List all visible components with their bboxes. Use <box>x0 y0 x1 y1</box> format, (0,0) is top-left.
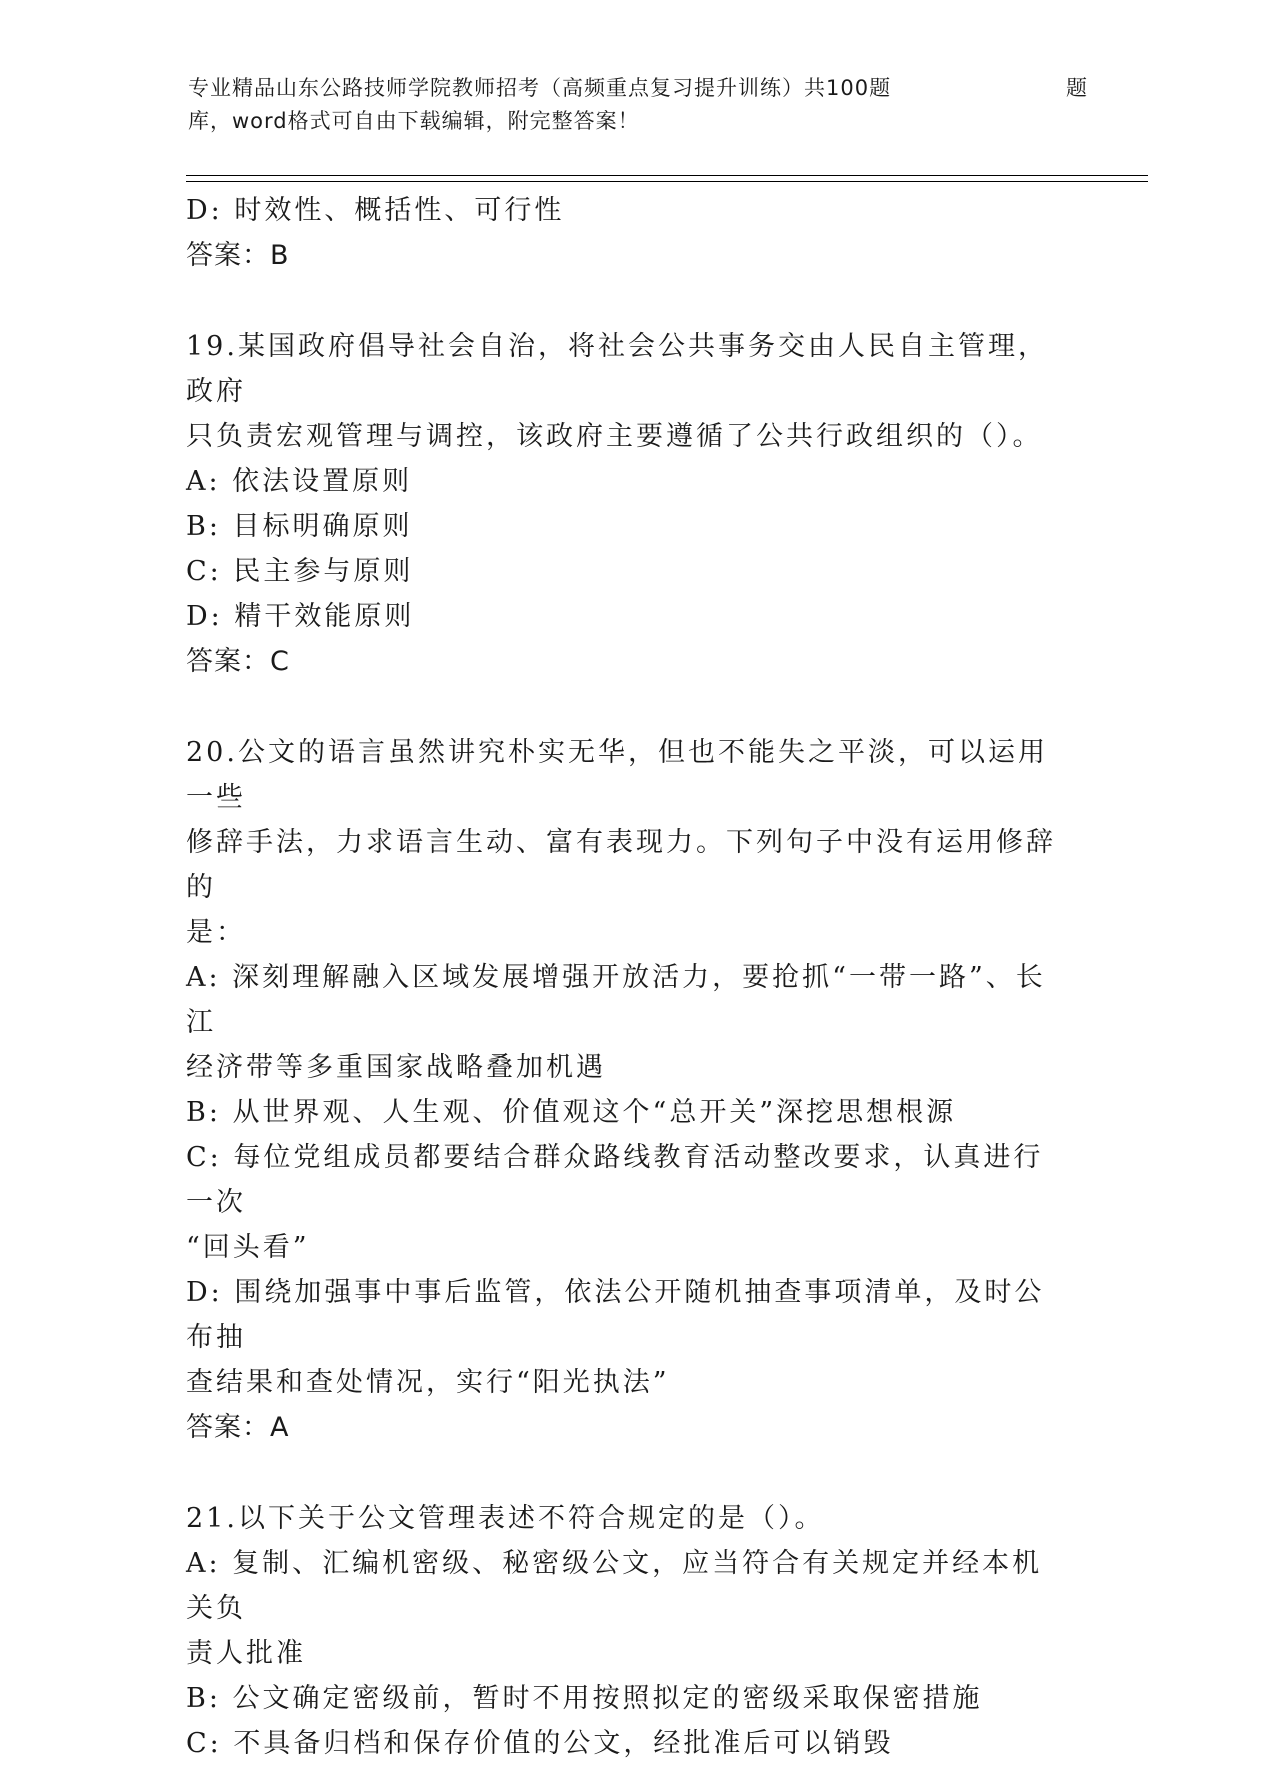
question-stem-line: 20.公文的语言虽然讲究朴实无华，但也不能失之平淡，可以运用一些 <box>186 737 1048 813</box>
answer-prev: 答案：B <box>186 240 290 271</box>
header-line-2: 库，word格式可自由下载编辑，附完整答案！ <box>188 109 640 133</box>
option-b: B: 从世界观、人生观、价值观这个“总开关”深挖思想根源 <box>186 1097 957 1128</box>
option-c-cont: “回头看” <box>186 1232 310 1263</box>
option-d: D: 精干效能原则 <box>186 601 415 632</box>
spacer <box>186 278 1066 324</box>
question-20 <box>186 730 1066 1450</box>
option-c: C: 每位党组成员都要结合群众路线教育活动整改要求，认真进行一次 <box>186 1142 1044 1218</box>
header-line-1 <box>188 72 1088 105</box>
question-stem-line: 只负责宏观管理与调控，该政府主要遵循了公共行政组织的（）。 <box>186 421 1043 452</box>
option-d-prev: D: 时效性、概括性、可行性 <box>186 195 565 226</box>
answer: 答案：A <box>186 1412 290 1443</box>
option-d: D: 围绕加强事中事后监管，依法公开随机抽查事项清单，及时公布抽 <box>186 1277 1045 1353</box>
option-b: B: 公文确定密级前，暂时不用按照拟定的密级采取保密措施 <box>186 1683 983 1714</box>
question-stem-line: 21.以下关于公文管理表述不符合规定的是（）。 <box>186 1503 825 1534</box>
option-a-cont: 责人批准 <box>186 1638 306 1669</box>
page-header <box>188 72 1088 138</box>
option-a: A: 深刻理解融入区域发展增强开放活力，要抢抓“一带一路”、长江 <box>186 962 1046 1038</box>
option-b: B: 目标明确原则 <box>186 511 413 542</box>
spacer <box>186 1450 1066 1496</box>
spacer <box>186 684 1066 730</box>
header-title-tail: 题 <box>1066 76 1088 100</box>
option-c: C: 不具备归档和保存价值的公文，经批准后可以销毁 <box>186 1728 894 1759</box>
question-stem-line: 是： <box>186 917 246 948</box>
question-19 <box>186 324 1066 684</box>
header-divider-top <box>186 175 1148 176</box>
header-divider-bottom <box>186 181 1148 182</box>
option-a: A: 复制、汇编机密级、秘密级公文，应当符合有关规定并经本机关负 <box>186 1548 1043 1624</box>
question-21 <box>186 1496 1066 1766</box>
question-stem-line: 修辞手法，力求语言生动、富有表现力。下列句子中没有运用修辞的 <box>186 827 1056 903</box>
option-a: A: 依法设置原则 <box>186 466 413 497</box>
option-d-cont: 查结果和查处情况，实行“阳光执法” <box>186 1367 670 1398</box>
option-a-cont: 经济带等多重国家战略叠加机遇 <box>186 1052 606 1083</box>
header-title: 专业精品山东公路技师学院教师招考（高频重点复习提升训练）共100题 <box>188 76 892 100</box>
question-stem-line: 19.某国政府倡导社会自治，将社会公共事务交由人民自主管理，政府 <box>186 331 1048 407</box>
answer: 答案：C <box>186 646 290 677</box>
option-c: C: 民主参与原则 <box>186 556 414 587</box>
document-body <box>186 188 1066 1766</box>
